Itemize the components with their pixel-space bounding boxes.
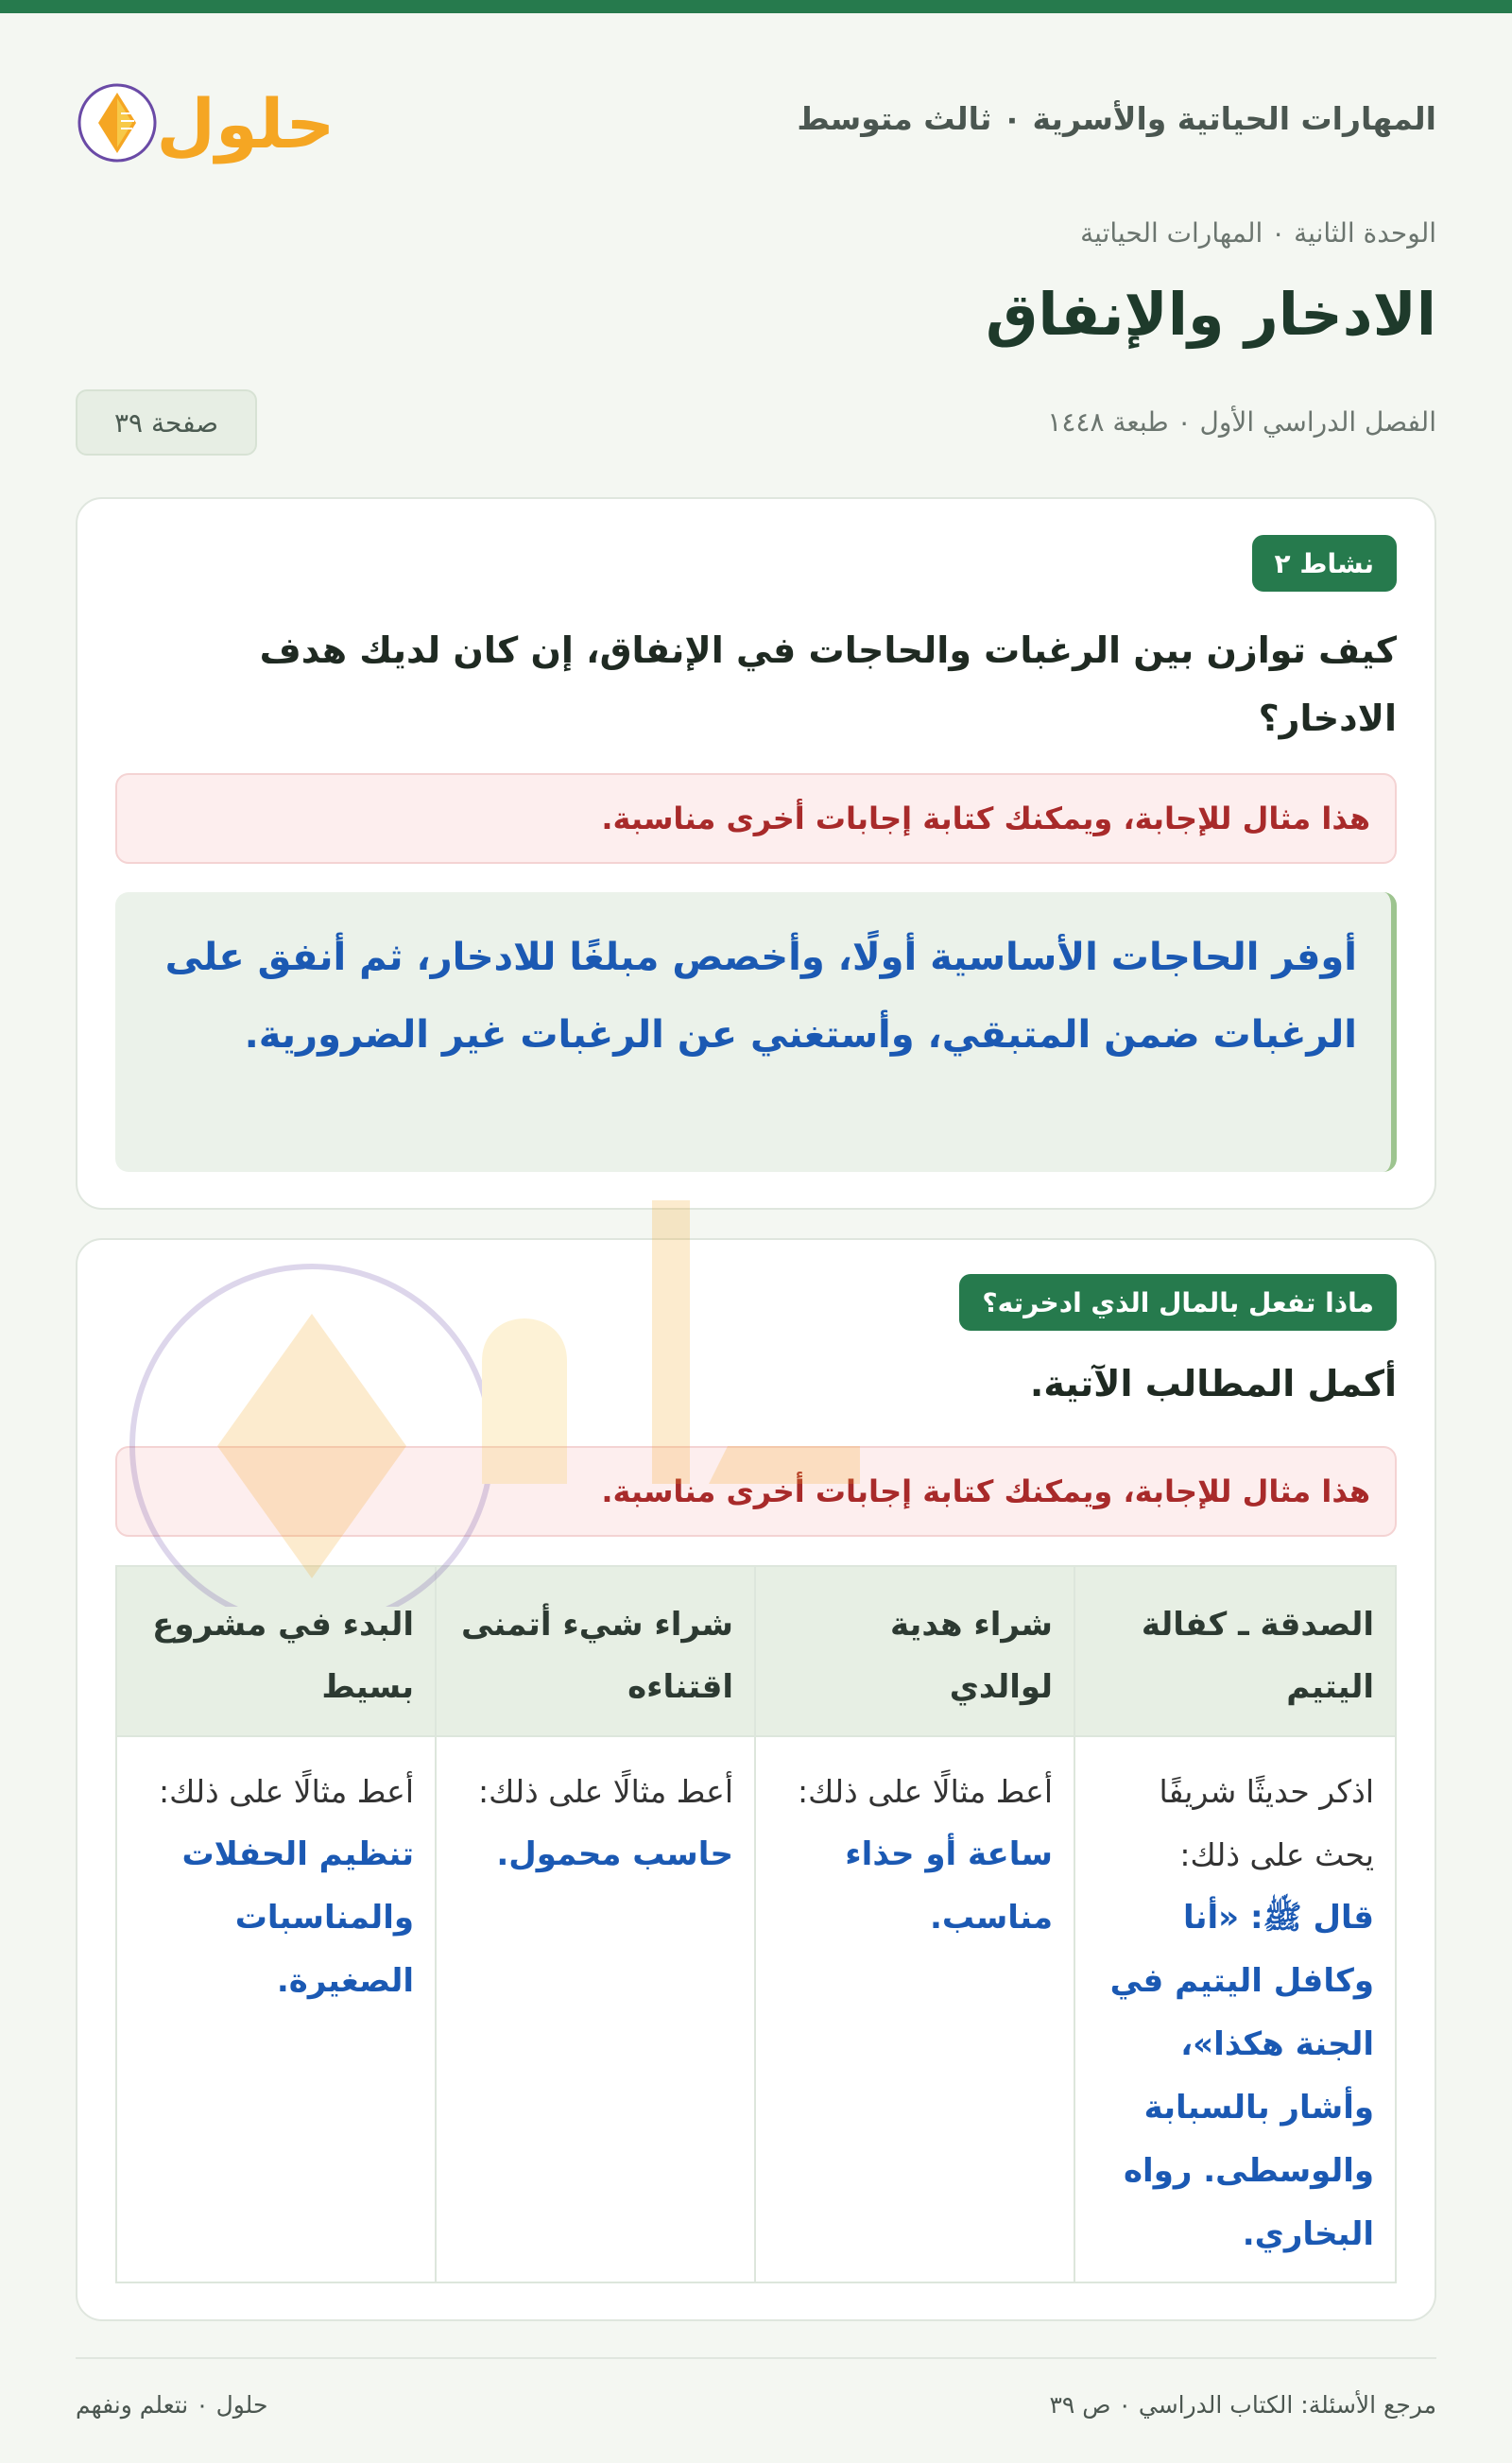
answer-note: هذا مثال للإجابة، ويمكنك كتابة إجابات أخرى مناسبة. xyxy=(115,1446,1397,1537)
header-title: المهارات الحياتية والأسرية ٠ ثالث متوسط xyxy=(797,100,1436,137)
cell-answer: تنظيم الحفلات والمناسبات الصغيرة. xyxy=(181,1835,414,2000)
cell-answer: قال ﷺ: «أنا وكافل اليتيم في الجنة هكذا»، وأشار بالسبابة والوسطى. رواه البخاري. xyxy=(1109,1899,1374,2253)
cell-answer: ساعة أو حذاء مناسب. xyxy=(845,1835,1053,1937)
brand-logo-text: حلول xyxy=(156,84,335,164)
table-header-cell: شراء هدية لوالدي xyxy=(889,1606,1053,1706)
savings-use-card xyxy=(76,1238,1436,2321)
page-title: الادخار والإنفاق xyxy=(985,280,1436,349)
cell-answer: حاسب محمول. xyxy=(496,1835,733,1873)
table-row xyxy=(117,1735,1395,2282)
answer-note: هذا مثال للإجابة، ويمكنك كتابة إجابات أخرى مناسبة. xyxy=(115,773,1397,864)
table-header-row xyxy=(117,1567,1395,1737)
section-tag: ماذا تفعل بالمال الذي ادخرته؟ xyxy=(959,1274,1397,1331)
footer-brand: حلول ٠ نتعلم ونفهم xyxy=(76,2391,268,2419)
activity-question: كيف توازن بين الرغبات والحاجات في الإنفاق، إن كان لديك هدف الادخار؟ xyxy=(259,629,1397,739)
page-number-badge: صفحة ٣٩ xyxy=(76,389,257,456)
table-cell xyxy=(756,1735,1075,2282)
edition-meta: الفصل الدراسي الأول ٠ طبعة ١٤٤٨ xyxy=(1047,406,1436,438)
brand-logo xyxy=(76,66,340,180)
footer-divider xyxy=(76,2357,1436,2359)
table-cell xyxy=(1075,1735,1395,2282)
activity-answer: أوفر الحاجات الأساسية أولًا، وأخصص مبلغًا للادخار، ثم أنفق على الرغبات ضمن المتبقي، وأستغني عن الرغبات غير الضرورية. xyxy=(115,892,1397,1172)
page-header xyxy=(76,57,1436,180)
section-subtitle: أكمل المطالب الآتية. xyxy=(1029,1363,1397,1404)
savings-table xyxy=(115,1565,1397,2283)
footer-reference: مرجع الأسئلة: الكتاب الدراسي ٠ ص ٣٩ xyxy=(1049,2391,1436,2419)
cell-prompt: أعط مثالًا على ذلك: xyxy=(159,1773,414,1810)
cell-prompt: أعط مثالًا على ذلك: xyxy=(478,1773,733,1810)
breadcrumb: الوحدة الثانية ٠ المهارات الحياتية xyxy=(1080,217,1436,249)
cell-prompt: اذكر حديثًا شريفًا يحث على ذلك: xyxy=(1159,1773,1374,1873)
table-header-cell: البدء في مشروع بسيط xyxy=(152,1606,414,1706)
activity-tag: نشاط ٢ xyxy=(1252,535,1397,592)
activity-card xyxy=(76,497,1436,1210)
cell-prompt: أعط مثالًا على ذلك: xyxy=(798,1773,1053,1810)
table-cell xyxy=(437,1735,756,2282)
top-accent-bar xyxy=(0,0,1512,13)
table-header-cell: شراء شيء أتمنى اقتناءه xyxy=(460,1606,733,1706)
table-header-cell: الصدقة ـ كفالة اليتيم xyxy=(1141,1606,1374,1706)
table-cell xyxy=(113,1735,437,2282)
